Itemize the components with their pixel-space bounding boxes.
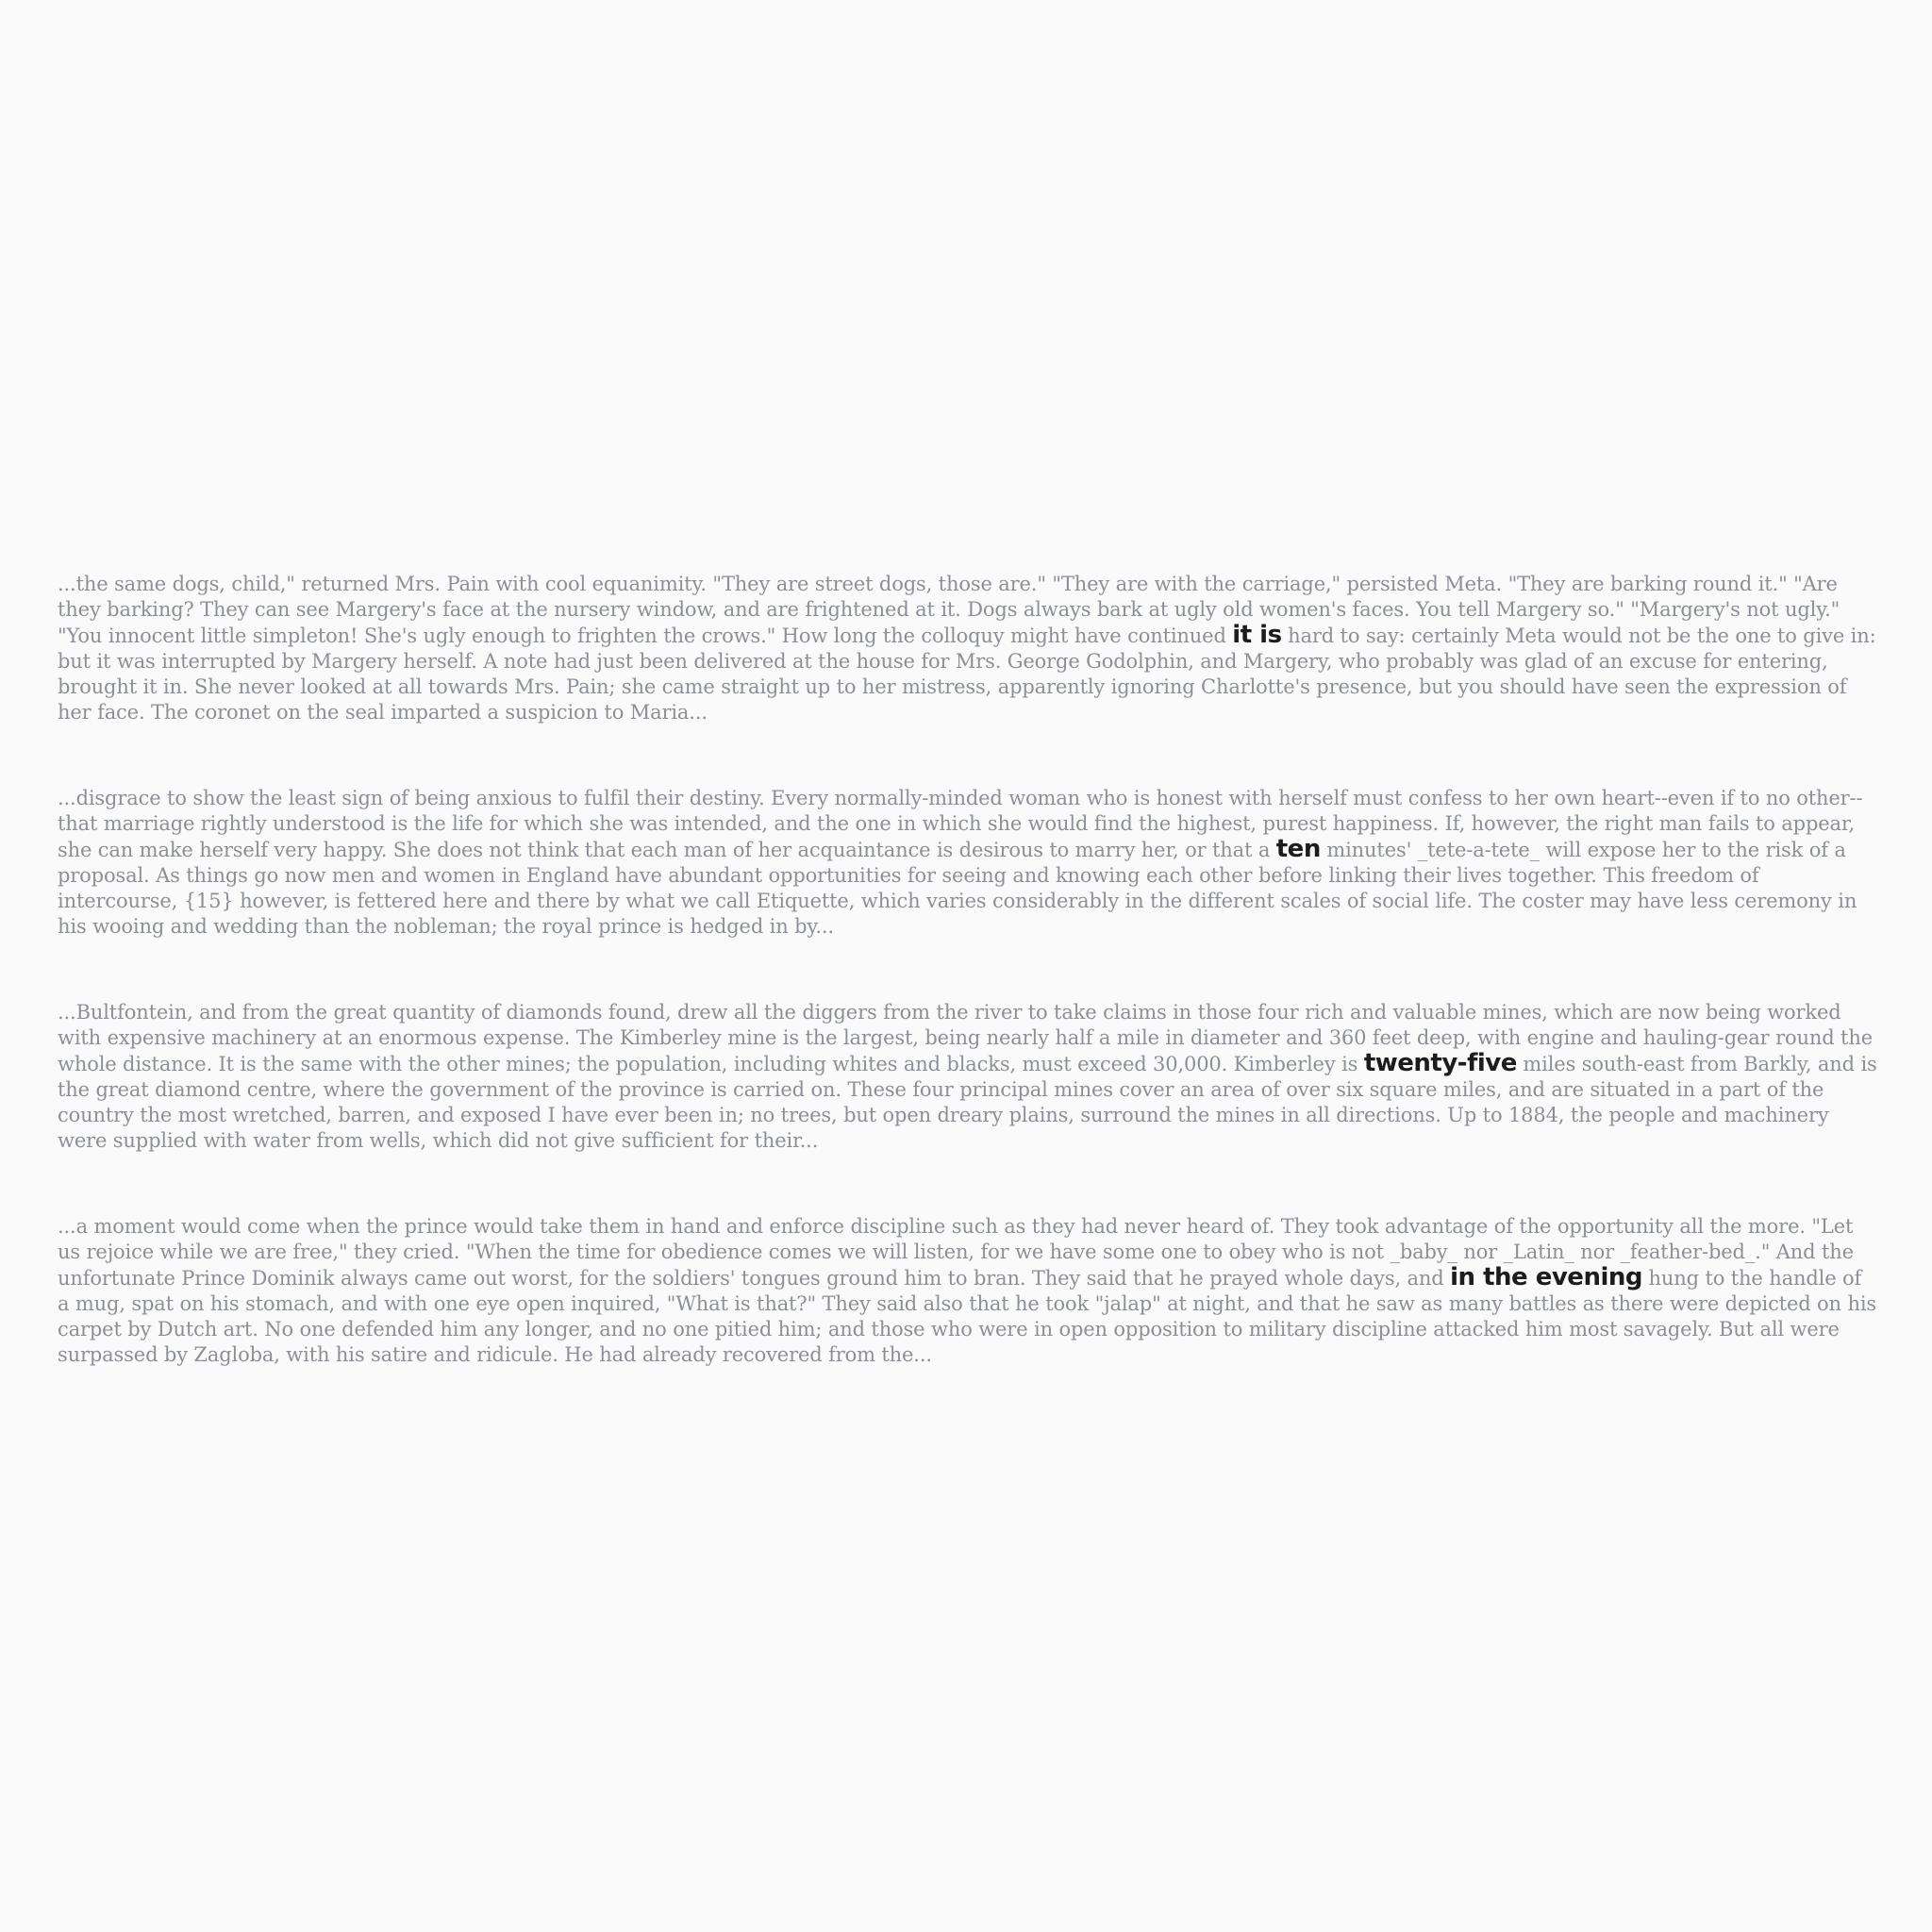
passage-2 [58,786,1878,940]
highlighted-phrase: twenty-five [1363,1049,1517,1077]
passage-text-after: minutes' _tete-a-tete_ will expose her to the risk of a proposal. As things go now men and women in England have abundant opportunities for seeing and knowing each other before linking their lives together. This freedom of intercourse, {15} however, is fettered here and there by what we call Etiquette, which varies considerably in the different scales of social life. The coster may have less ceremony in his wooing and wedding than the nobleman; the royal prince is hedged in by... [58,839,1857,938]
passage-4 [58,1214,1878,1368]
passage-text-before: ...the same dogs, child," returned Mrs. Pain with cool equanimity. "They are street dogs, those are." "They are with the carriage," persisted Meta. "They are barking round it." "Are they barking? They can see Margery's face at the nursery window, and are frightened at it. Dogs always bark at ugly old women's faces. You tell Margery so." "Margery's not ugly." "You innocent little simpleton! She's ugly enough to frighten the crows." How long the colloquy might have continued [58,573,1840,647]
passage-1 [58,572,1878,725]
passage-text-after: hard to say: certainly Meta would not be the one to give in: but it was interrupted by Margery herself. A note had just been delivered at the house for Mrs. George Godolphin, and Margery, who probably was glad of an excuse for entering, brought it in. She never looked at all towards Mrs. Pain; she came straight up to her mistress, apparently ignoring Charlotte's presence, but you should have seen the expression of her face. The coronet on the seal imparted a suspicion to Maria... [58,625,1876,724]
highlighted-phrase: it is [1232,621,1282,649]
passage-text-before: ...Bultfontein, and from the great quantity of diamonds found, drew all the diggers from the river to take claims in those four rich and valuable mines, which are now being worked with expensive machinery at an enormous expense. The Kimberley mine is the largest, being nearly half a mile in diameter and 360 feet deep, with engine and hauling-gear round the whole distance. It is the same with the other mines; the population, including whites and blacks, must exceed 30,000. Kimberley is [58,1001,1873,1075]
passage-text-after: miles south-east from Barkly, and is the great diamond centre, where the government of the province is carried on. These four principal mines cover an area of over six square miles, and are situated in a part of the country the most wretched, barren, and exposed I have ever been in; no trees, but open dreary plains, surround the mines in all directions. Up to 1884, the people and machinery were supplied with water from wells, which did not give sufficient for their... [58,1053,1877,1152]
passage-3 [58,1000,1878,1154]
highlighted-phrase: ten [1275,835,1321,863]
passage-text-before: ...a moment would come when the prince would take them in hand and enforce discipline such as they had never heard of. They took advantage of the opportunity all the more. "Let us rejoice while we are free," they cried. "When the time for obedience comes we will listen, for we have some one to obey who is not _baby_ nor _Latin_ nor _feather-bed_." And the unfortunate Prince Dominik always came out worst, for the soldiers' tongues ground him to bran. They said that he prayed whole days, and [58,1215,1854,1290]
highlighted-phrase: in the evening [1450,1263,1642,1291]
passage-text-after: hung to the handle of a mug, spat on his stomach, and with one eye open inquired, "What is that?" They said also that he took "jalap" at night, and that he saw as many battles as there were depicted on his carpet by Dutch art. No one defended him any longer, and no one pitied him; and those who were in open opposition to military discipline attacked him most savagely. But all were surpassed by Zagloba, with his satire and ridicule. He had already recovered from the... [58,1267,1877,1366]
passage-list [58,572,1878,1428]
passage-text-before: ...disgrace to show the least sign of being anxious to fulfil their destiny. Every normally-minded woman who is honest with herself must confess to her own heart--even if to no other--that marriage rightly understood is the life for which she was intended, and the one in which she would find the highest, purest happiness. If, however, the right man fails to appear, she can make herself very happy. She does not think that each man of her acquaintance is desirous to marry her, or that a [58,787,1863,861]
